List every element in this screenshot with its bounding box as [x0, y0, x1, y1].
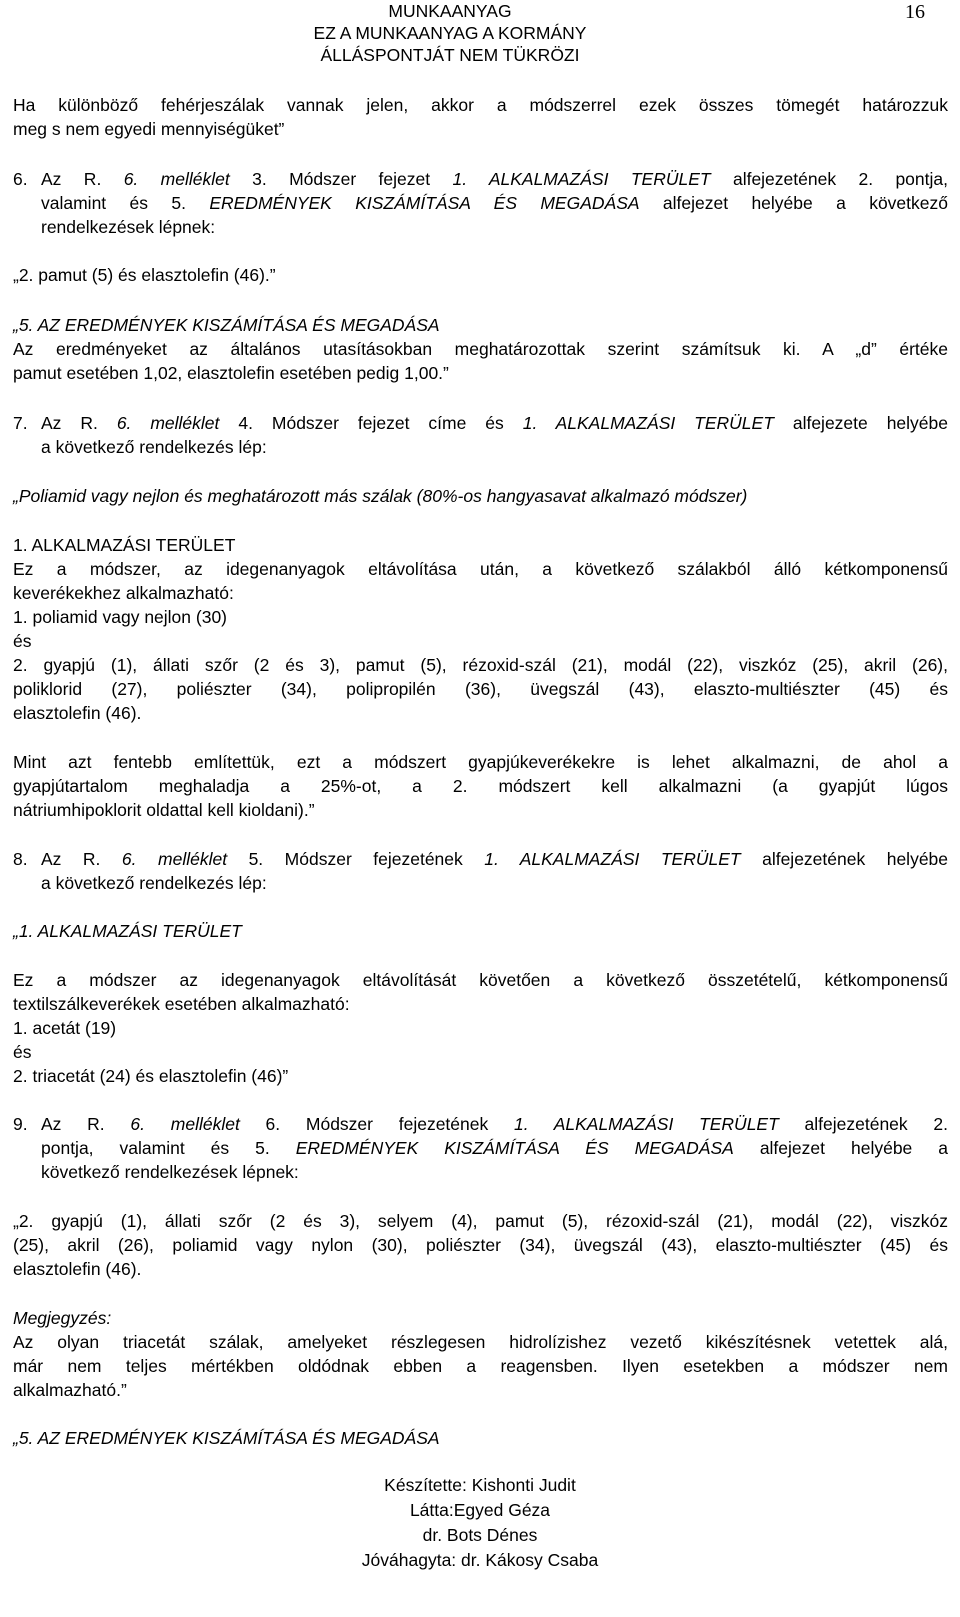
- item-7-p6: poliklorid (27), poliészter (34), polipropilén (36), üvegszál (43), elaszto-multiészter (45) és: [13, 679, 948, 699]
- text: pontja, valamint és 5.: [41, 1138, 296, 1158]
- text: alfejezete helyébe: [773, 413, 948, 433]
- footer-reviewed-by: Látta:Egyed Géza: [409, 1500, 551, 1520]
- item-9-n2: már nem teljes mértékben oldódnak ebben a reagensben. Ilyen esetekben a módszer nem: [13, 1356, 948, 1376]
- item-6-line-3: rendelkezések lépnek:: [41, 217, 216, 237]
- text: alfejezetének 2. pontja,: [710, 169, 948, 189]
- item-8-p3: 1. acetát (19): [13, 1018, 117, 1038]
- annex-ref: 6. melléklet: [116, 413, 220, 433]
- text: alfejezetének 2.: [778, 1114, 949, 1134]
- footer-reviewer-2: dr. Bots Dénes: [422, 1525, 538, 1545]
- item-8-area-heading: „1. ALKALMAZÁSI TERÜLET: [13, 921, 242, 941]
- final-heading: „5. AZ EREDMÉNYEK KISZÁMÍTÁSA ÉS MEGADÁSA: [13, 1428, 440, 1448]
- header-line-2: EZ A MUNKAANYAG A KORMÁNY: [313, 23, 587, 43]
- intro-line-1: Ha különböző fehérjeszálak vannak jelen, akkor a módszerrel ezek összes tömegét határozzuk: [13, 95, 948, 115]
- item-8-line-1: [41, 847, 948, 871]
- text: 4. Módszer fejezet címe és: [219, 413, 523, 433]
- item-9-n3: alkalmazható.”: [13, 1380, 127, 1400]
- header-line-3: ÁLLÁSPONTJÁT NEM TÜKRÖZI: [320, 45, 580, 65]
- text: alfejezetének helyébe: [740, 849, 949, 869]
- item-7-number: 7.: [13, 413, 28, 433]
- text: Az R.: [41, 849, 122, 869]
- section-ref: 1. ALKALMAZÁSI TERÜLET: [514, 1114, 779, 1134]
- note-label: Megjegyzés:: [13, 1308, 112, 1328]
- section-ref: EREDMÉNYEK KISZÁMÍTÁSA ÉS MEGADÁSA: [295, 1138, 734, 1158]
- item-6-sub-heading: „5. AZ EREDMÉNYEK KISZÁMÍTÁSA ÉS MEGADÁSA: [13, 315, 440, 335]
- item-7-m3: nátriumhipoklorit oldattal kell kioldani).”: [13, 800, 315, 820]
- text: Az R.: [41, 413, 117, 433]
- item-6-quote: „2. pamut (5) és elasztolefin (46).”: [13, 265, 276, 285]
- item-9-q2: (25), akril (26), poliamid vagy nylon (30), poliészter (34), üvegszál (43), elaszto-multiészter (45) és: [13, 1235, 948, 1255]
- header-line-1: MUNKAANYAG: [388, 1, 512, 21]
- item-8-p1: Ez a módszer az idegenanyagok eltávolítását követően a következő összetételű, kétkomponensű: [13, 970, 948, 990]
- item-8-p4: és: [13, 1042, 32, 1062]
- item-9-line-2: [41, 1136, 948, 1160]
- item-7-p2: keverékekhez alkalmazható:: [13, 583, 234, 603]
- item-9-q3: elasztolefin (46).: [13, 1259, 142, 1279]
- item-7-line-2: a következő rendelkezés lép:: [41, 437, 267, 457]
- text: Az R.: [41, 1114, 131, 1134]
- item-9-q1: „2. gyapjú (1), állati szőr (2 és 3), selyem (4), pamut (5), rézoxid-szál (21), modál (22), viszkóz: [13, 1211, 948, 1231]
- item-9-number: 9.: [13, 1114, 28, 1134]
- footer-approved-by: Jóváhagyta: dr. Kákosy Csaba: [361, 1550, 599, 1570]
- text: 5. Módszer fejezetének: [227, 849, 485, 869]
- item-7-m1: Mint azt fentebb említettük, ezt a módszert gyapjúkeverékekre is lehet alkalmazni, de ahol a: [13, 752, 948, 772]
- item-7-p4: és: [13, 631, 32, 651]
- annex-ref: 6. melléklet: [123, 169, 230, 189]
- text: alfejezet helyébe a következő: [639, 193, 948, 213]
- text: 3. Módszer fejezet: [229, 169, 453, 189]
- item-8-p5: 2. triacetát (24) és elasztolefin (46)”: [13, 1066, 289, 1086]
- intro-line-2: meg s nem egyedi mennyiségüket”: [13, 119, 285, 139]
- item-6-sub-line-1: Az eredményeket az általános utasításokban meghatározottak szerint számítsuk ki. A „d” értéke: [13, 339, 948, 359]
- section-ref: 1. ALKALMAZÁSI TERÜLET: [452, 169, 711, 189]
- item-6-line-2: [41, 191, 948, 215]
- text: alfejezet helyébe a: [733, 1138, 948, 1158]
- text: valamint és 5.: [41, 193, 210, 213]
- item-7-title: „Poliamid vagy nejlon és meghatározott más szálak (80%-os hangyasavat alkalmazó módszer): [13, 486, 748, 506]
- item-7-p7: elasztolefin (46).: [13, 703, 142, 723]
- item-8-number: 8.: [13, 849, 28, 869]
- item-9-n1: Az olyan triacetát szálak, amelyeket részlegesen hidrolízishez vezető kikészítésnek vetettek alá,: [13, 1332, 948, 1352]
- item-7-p3: 1. poliamid vagy nejlon (30): [13, 607, 228, 627]
- text: 6. Módszer fejezetének: [239, 1114, 514, 1134]
- page-number: 16: [905, 1, 925, 23]
- item-6-line-1: [41, 167, 948, 191]
- item-7-line-1: [41, 411, 948, 435]
- section-ref: 1. ALKALMAZÁSI TERÜLET: [522, 413, 774, 433]
- annex-ref: 6. melléklet: [130, 1114, 240, 1134]
- footer-prepared-by: Készítette: Kishonti Judit: [384, 1475, 576, 1495]
- item-7-m2: gyapjútartalom meghaladja a 25%-ot, a 2. módszert kell alkalmazni (a gyapjút lúgos: [13, 776, 948, 796]
- item-6-sub-line-2: pamut esetében 1,02, elasztolefin esetében pedig 1,00.”: [13, 363, 449, 383]
- item-9-line-1: [41, 1112, 948, 1136]
- item-7-area-heading: 1. ALKALMAZÁSI TERÜLET: [13, 535, 236, 555]
- item-9-line-3: következő rendelkezések lépnek:: [41, 1162, 299, 1182]
- annex-ref: 6. melléklet: [121, 849, 228, 869]
- item-7-p5: 2. gyapjú (1), állati szőr (2 és 3), pamut (5), rézoxid-szál (21), modál (22), viszkóz (25), akril (26),: [13, 655, 948, 675]
- item-6-number: 6.: [13, 169, 28, 189]
- item-8-p2: textilszálkeverékek esetében alkalmazható:: [13, 994, 350, 1014]
- section-ref: EREDMÉNYEK KISZÁMÍTÁSA ÉS MEGADÁSA: [209, 193, 640, 213]
- item-8-line-2: a következő rendelkezés lép:: [41, 873, 267, 893]
- item-7-p1: Ez a módszer, az idegenanyagok eltávolítása után, a következő szálakból álló kétkomponensű: [13, 559, 948, 579]
- text: Az R.: [41, 169, 124, 189]
- section-ref: 1. ALKALMAZÁSI TERÜLET: [484, 849, 741, 869]
